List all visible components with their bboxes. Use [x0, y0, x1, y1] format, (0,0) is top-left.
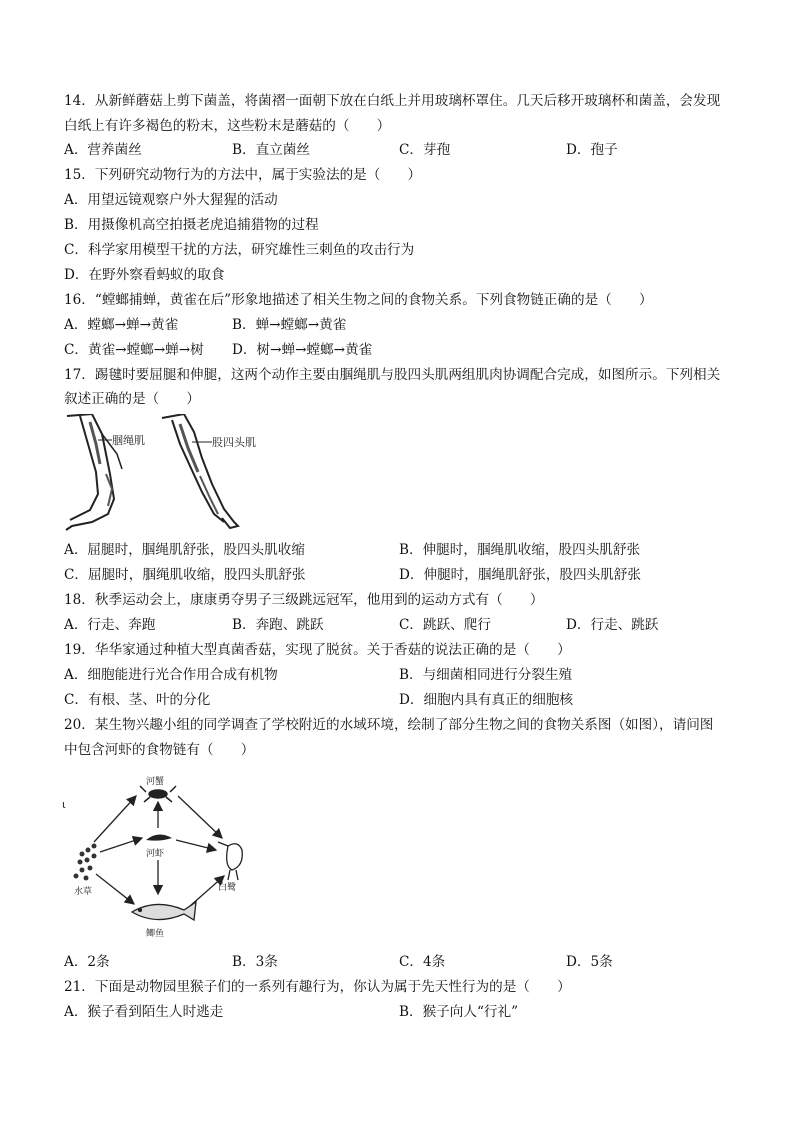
water-grass-label: 水草	[74, 887, 93, 897]
shrimp-label: 河虾	[146, 849, 165, 859]
quadriceps-label: 股四头肌	[212, 436, 256, 449]
q16-option-c: C．黄雀→螳螂→蝉→树	[64, 342, 204, 358]
water-grass-icon	[74, 844, 97, 881]
q19-stem: 19．华华家通过种植大型真菌香菇，实现了脱贫。关于香菇的说法正确的是（ ）	[64, 642, 571, 658]
food-web-figure	[60, 766, 270, 938]
q17-option-a: A．屈腿时，腘绳肌舒张，股四头肌收缩	[64, 542, 305, 558]
q18-option-a: A．行走、奔跑	[64, 617, 156, 633]
arrow-grass-fish	[96, 874, 134, 904]
q15-option-d: D．在野外察看蚂蚁的取食	[64, 267, 225, 283]
q20-option-c: C．4条	[399, 954, 446, 970]
hamstring-label: 腘绳肌	[112, 434, 145, 447]
arrow-grass-crab	[94, 796, 136, 842]
q19-option-c: C．有根、茎、叶的分化	[64, 692, 211, 708]
q18-option-d: D．行走、跳跃	[566, 617, 659, 633]
crab-icon	[140, 786, 176, 802]
q21-option-a: A．猴子看到陌生人时逃走	[64, 1004, 224, 1020]
stray-mark: ι	[62, 798, 66, 811]
q20-stem-line1: 20．某生物兴趣小组的同学调查了学校附近的水域环境，绘制了部分生物之间的食物关系图（如图），请问图	[64, 717, 714, 733]
q14-stem-line1: 14．从新鲜蘑菇上剪下菌盖，将菌褶一面朝下放在白纸上并用玻璃杯罩住。几天后移开玻璃杯和菌盖，会发现	[64, 93, 721, 109]
q19-option-b: B．与细菌相同进行分裂生殖	[399, 667, 573, 683]
q14-option-b: B．直立菌丝	[232, 142, 310, 158]
q19-option-d: D．细胞内具有真正的细胞核	[399, 692, 574, 708]
fish-label: 鲫鱼	[146, 929, 165, 938]
q16-option-d: D．树→蝉→螳螂→黄雀	[232, 342, 373, 358]
q16-stem: 16．“螳螂捕蝉，黄雀在后”形象地描述了相关生物之间的食物关系。下列食物链正确的是（ ）	[64, 292, 653, 308]
q17-stem-line2: 叙述正确的是（ ）	[64, 391, 200, 407]
q18-stem: 18．秋季运动会上，康康勇夺男子三级跳远冠军，他用到的运动方式有（ ）	[64, 592, 544, 608]
q15-option-b: B．用摄像机高空拍摄老虎追捕猎物的过程	[64, 217, 319, 233]
q15-option-c: C．科学家用模型干扰的方法，研究雄性三刺鱼的攻击行为	[64, 242, 415, 258]
q14-option-d: D．孢子	[566, 142, 618, 158]
q18-option-b: B．奔跑、跳跃	[232, 617, 324, 633]
q17-option-c: C．屈腿时，腘绳肌收缩，股四头肌舒张	[64, 567, 306, 583]
shrimp-icon	[146, 834, 172, 840]
q20-option-a: A．2条	[64, 954, 110, 970]
q17-option-b: B．伸腿时，腘绳肌收缩，股四头肌舒张	[399, 542, 641, 558]
q15-stem: 15．下列研究动物行为的方法中，属于实验法的是（ ）	[64, 167, 422, 183]
q17-stem-line1: 17．踢毽时要屈腿和伸腿，这两个动作主要由腘绳肌与股四头肌两组肌肉协调配合完成，如图所示。下列相关	[64, 367, 721, 383]
q17-option-d: D．伸腿时，腘绳肌舒张，股四头肌舒张	[399, 567, 641, 583]
fish-icon	[132, 902, 196, 920]
q18-option-c: C．跳跃、爬行	[399, 617, 491, 633]
q20-option-b: B．3条	[232, 954, 278, 970]
q20-option-d: D．5条	[566, 954, 613, 970]
egret-label: 白鹭	[218, 883, 237, 893]
q19-option-a: A．细胞能进行光合作用合成有机物	[64, 667, 278, 683]
crab-label: 河蟹	[146, 777, 165, 787]
q14-option-a: A．营养菌丝	[64, 142, 142, 158]
q20-stem-line2: 中包含河虾的食物链有（ ）	[64, 742, 255, 758]
q21-option-b: B．猴子向人“行礼”	[399, 1004, 519, 1020]
q16-option-b: B．蝉→螳螂→黄雀	[232, 317, 347, 333]
leg-muscle-figure	[62, 414, 272, 534]
q14-option-c: C．芽孢	[399, 142, 451, 158]
arrow-shrimp-egret	[176, 840, 216, 850]
arrow-crab-egret	[178, 796, 222, 838]
q14-stem-line2: 白纸上有许多褐色的粉末，这些粉末是蘑菇的（ ）	[64, 118, 391, 134]
egret-icon	[218, 842, 242, 880]
arrow-grass-shrimp	[100, 838, 142, 852]
q21-stem: 21．下面是动物园里猴子们的一系列有趣行为，你认为属于先天性行为的是（ ）	[64, 979, 571, 995]
q15-option-a: A．用望远镜观察户外大猩猩的活动	[64, 192, 278, 208]
q16-option-a: A．螳螂→蝉→黄雀	[64, 317, 179, 333]
